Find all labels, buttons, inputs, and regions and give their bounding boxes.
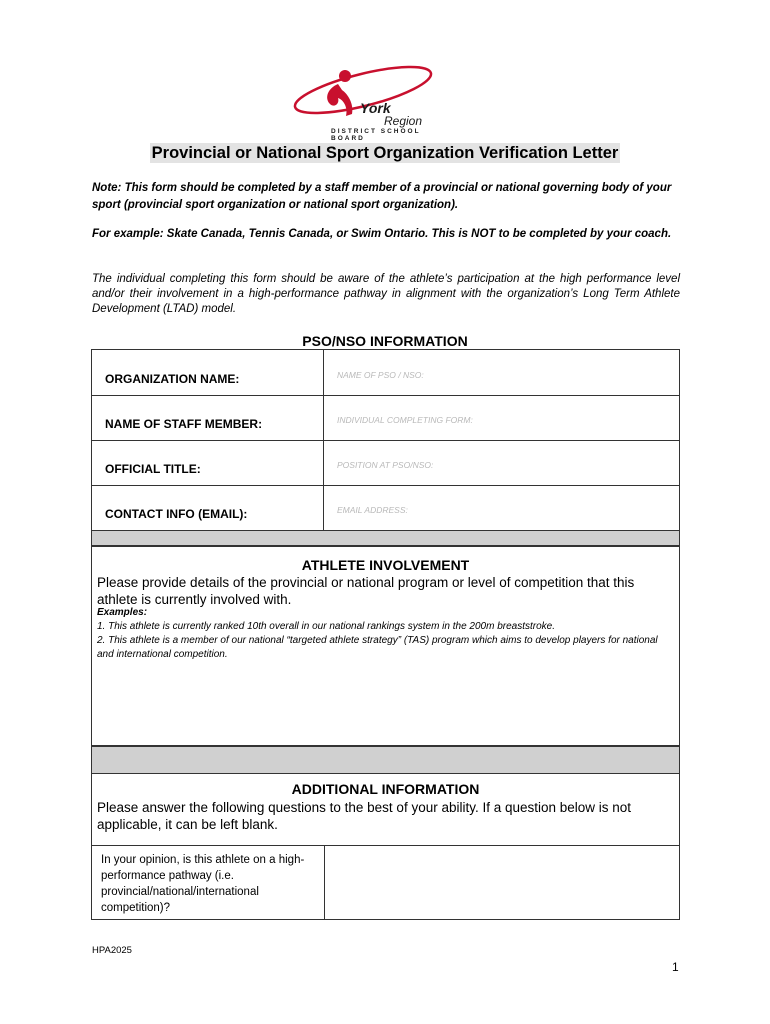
- pso-section-heading: PSO/NSO INFORMATION: [302, 333, 468, 349]
- column-divider: [324, 846, 325, 919]
- question-one-text: In your opinion, is this athlete on a high-performance pathway (i.e. provincial/national/international competition)?: [101, 854, 305, 914]
- staff-member-label: NAME OF STAFF MEMBER:: [105, 417, 263, 431]
- logo-york-text: York: [360, 100, 391, 116]
- additional-description: Please answer the following questions to the best of your ability. If a question below is not applicable, it can be left blank.: [97, 800, 632, 832]
- pso-info-table: [91, 349, 680, 546]
- logo-board-text: DISTRICT SCHOOL BOARD: [331, 128, 421, 142]
- gray-separator: [92, 531, 679, 545]
- official-title-input[interactable]: POSITION AT PSO/NSO:: [337, 460, 434, 470]
- contact-info-row: [92, 485, 679, 531]
- question-row: [91, 845, 680, 920]
- york-region-logo: [288, 64, 438, 142]
- example-one: 1. This athlete is currently ranked 10th overall in our national rankings system in the 200m breaststroke.: [97, 621, 556, 632]
- form-code: HPA2025: [92, 945, 132, 956]
- staff-member-row: [92, 395, 679, 441]
- organization-name-input[interactable]: NAME OF PSO / NSO:: [337, 370, 424, 380]
- additional-info-box: [91, 746, 680, 846]
- staff-member-input[interactable]: INDIVIDUAL COMPLETING FORM:: [337, 415, 473, 425]
- examples-label: Examples:: [97, 607, 148, 618]
- contact-info-label: CONTACT INFO (EMAIL):: [105, 507, 248, 521]
- official-title-label: OFFICIAL TITLE:: [105, 462, 201, 476]
- note-text: Note: This form should be completed by a staff member of a provincial or national governing body of your sport (provincial sport organization or national sport organization).: [92, 182, 672, 211]
- gray-separator: [92, 747, 679, 774]
- organization-name-row: [92, 350, 679, 396]
- logo-region-text: Region: [384, 114, 423, 128]
- official-title-row: [92, 440, 679, 486]
- page-number: 1: [672, 960, 679, 974]
- organization-name-label: ORGANIZATION NAME:: [105, 372, 240, 386]
- example-text: For example: Skate Canada, Tennis Canada, or Swim Ontario. This is NOT to be completed by your coach.: [92, 228, 672, 240]
- page-title: Provincial or National Sport Organization Verification Letter: [151, 144, 619, 162]
- athlete-description: Please provide details of the provincial or national program or level of competition that this athlete is currently involved with.: [97, 575, 635, 607]
- column-divider: [323, 350, 324, 395]
- column-divider: [323, 485, 324, 530]
- example-two: 2. This athlete is a member of our national “targeted athlete strategy” (TAS) program which aims to develop players for national and international competition.: [97, 635, 658, 660]
- athlete-involvement-box[interactable]: [91, 546, 680, 746]
- column-divider: [323, 440, 324, 485]
- column-divider: [323, 395, 324, 440]
- individual-text: The individual completing this form should be aware of the athlete’s participation at the high performance level and/or their involvement in a high-performance pathway in alignment with the organization’s Long Term Athlete Development (LTAD) model.: [92, 273, 680, 315]
- additional-section-heading: ADDITIONAL INFORMATION: [291, 781, 480, 797]
- contact-email-input[interactable]: EMAIL ADDRESS:: [337, 505, 408, 515]
- athlete-section-heading: ATHLETE INVOLVEMENT: [301, 557, 470, 573]
